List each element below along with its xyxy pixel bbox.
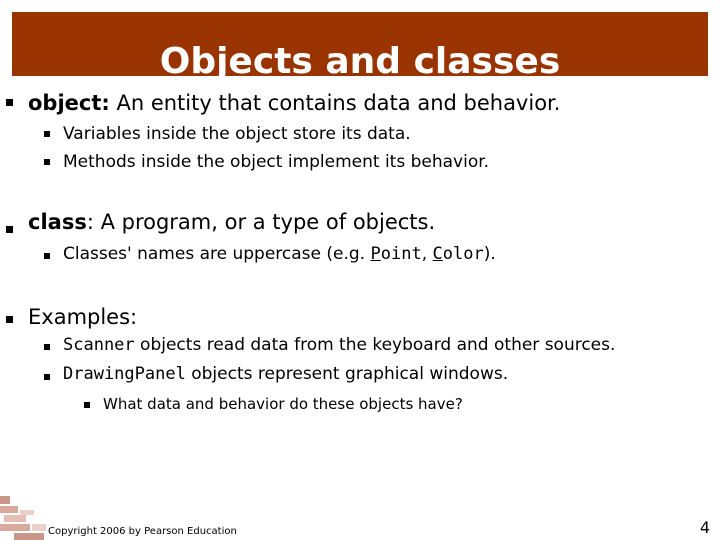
bullet-square-icon	[44, 344, 50, 350]
object-sub-item: Variables inside the object store its data.	[63, 124, 411, 144]
page-number: 4	[699, 518, 710, 537]
drawingpanel-text: objects represent graphical windows.	[185, 364, 509, 384]
class-definition-text: : A program, or a type of objects.	[86, 210, 436, 234]
bullet-square-icon	[6, 316, 13, 323]
brick-icon	[20, 510, 34, 515]
class-example-point: Point	[370, 244, 422, 264]
class-sub-item	[63, 243, 496, 265]
bullet-square-icon	[44, 131, 50, 137]
brick-icon	[4, 515, 26, 522]
class-definition	[28, 208, 435, 236]
class-sub-prefix: Classes' names are uppercase (e.g.	[63, 244, 371, 264]
bullet-square-icon	[44, 374, 50, 380]
bullet-square-icon	[44, 253, 50, 259]
brick-decoration-icon	[0, 496, 48, 540]
examples-item	[63, 363, 508, 385]
brick-icon	[0, 506, 18, 513]
title-bar	[12, 12, 708, 82]
scanner-code: Scanner	[63, 335, 135, 355]
object-definition	[28, 89, 560, 117]
brick-icon	[14, 533, 44, 540]
drawingpanel-code: DrawingPanel	[63, 364, 186, 384]
brick-icon	[32, 524, 46, 531]
bullet-square-icon	[44, 159, 50, 165]
scanner-text: objects read data from the keyboard and other sources.	[134, 335, 616, 355]
object-term: object:	[28, 91, 110, 115]
object-sub-item: Methods inside the object implement its behavior.	[63, 152, 490, 172]
bullet-square-icon	[6, 99, 13, 106]
slide-title: Objects and classes	[159, 41, 561, 82]
examples-heading: Examples:	[28, 305, 138, 329]
brick-icon	[0, 496, 10, 504]
bullet-square-icon	[6, 226, 13, 233]
copyright-footer: Copyright 2006 by Pearson Education	[48, 526, 237, 537]
class-example-separator: ,	[421, 244, 433, 264]
object-definition-text: An entity that contains data and behavior.	[109, 91, 561, 115]
brick-icon	[0, 524, 30, 531]
class-example-color: Color	[432, 244, 484, 264]
bullet-square-icon	[84, 402, 90, 408]
class-term: class	[28, 210, 87, 234]
examples-question: What data and behavior do these objects have?	[103, 395, 463, 413]
class-sub-suffix: ).	[483, 244, 496, 264]
examples-item	[63, 334, 615, 356]
